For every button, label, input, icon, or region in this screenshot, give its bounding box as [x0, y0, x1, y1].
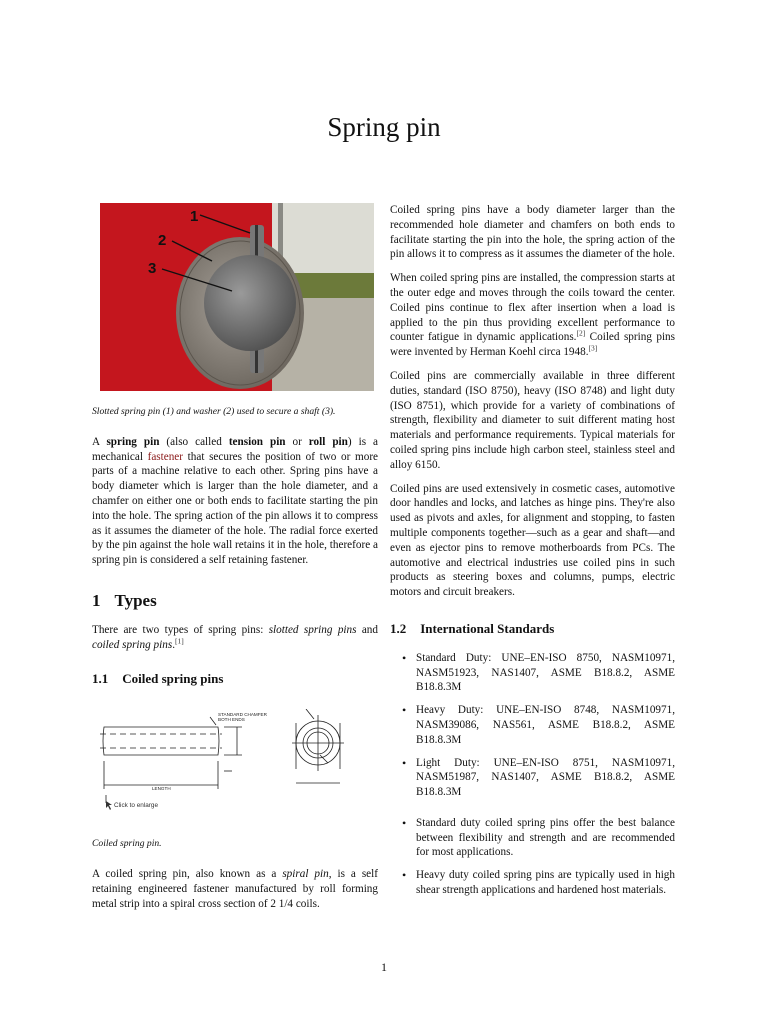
standards-list — [390, 651, 675, 800]
list-item: • Standard Duty: UNE–EN-ISO 8750, NASM10971, NASM51923, NAS1407, ASME B18.8.2, ASME B18.8.3M — [416, 651, 675, 695]
figure-caption: Slotted spring pin (1) and washer (2) used to secure a shaft (3). — [92, 406, 336, 417]
page-title: Spring pin — [327, 112, 441, 142]
term-tension-pin: tension pin — [228, 435, 286, 448]
right-paragraph-4: Coiled pins are used extensively in cosmetic cases, automotive door handles and locks, and latches as hinge pins. They're also used as pivots and axles, for alignment and stopping, to fasten multiple components together—such as a gear and shaft—and even as ejector pins to remove motherboards from PCs. The automotive and electrical industries use coiled pins in such products as steering boxes and columns, pumps, electric motors and circuit breakers. — [390, 482, 675, 599]
spring-pin-photo — [100, 203, 374, 391]
coiled-paragraph: A coiled spring pin, also known as a spiral pin, is a self retaining engineered fastener manufactured by roll forming metal strip into a spiral cross section of 2 1/4 coils. — [92, 867, 378, 910]
length-label: LENGTH — [152, 786, 171, 792]
term-roll-pin: roll pin — [308, 435, 348, 448]
photo-label-3: 3 — [148, 260, 157, 277]
subsection-heading-standards: 1.2 International Standards — [390, 620, 555, 636]
both-ends-label: BOTH ENDS — [218, 717, 245, 723]
duty-notes-list — [390, 816, 675, 898]
citation-2[interactable]: [2] — [576, 328, 586, 338]
citation-3[interactable]: [3] — [588, 343, 598, 353]
term-spring-pin: spring pin — [106, 435, 160, 448]
right-paragraph-1: Coiled spring pins have a body diameter larger than the recommended hole diameter and chamfers on both ends to facilitate starting the pin into the hole, the spring action of the pin allows it to compress as it assumes the diameter of the hole. — [390, 204, 675, 261]
list-item: • Heavy Duty: UNE–EN-ISO 8748, NASM10971, NASM39086, NAS561, ASME B18.8.2, ASME B18.8.3M — [416, 703, 675, 747]
drawing-caption: Coiled spring pin. — [92, 838, 162, 850]
click-to-enlarge-label[interactable]: Click to enlarge — [114, 802, 159, 810]
subsection-heading-coiled: 1.1 Coiled spring pins — [92, 671, 224, 687]
citation-1[interactable]: [1] — [174, 635, 184, 645]
list-item: • Light Duty: UNE–EN-ISO 8751, NASM10971, NASM51987, NAS1407, ASME B18.8.2, ASME B18.8.3M — [416, 756, 675, 800]
left-column — [92, 203, 378, 920]
cursor-icon — [106, 801, 112, 810]
right-paragraph-3: Coiled pins are commercially available in three different duties, standard (ISO 8750), heavy (ISO 8748) and light duty (ISO 8751), which provide for a variety of combinations of strength, flexibility and diameter to suit different mating host materials and performance requirements. Typical materials for coiled spring pins include high carbon steel, stainless steel and alloy 6150. — [390, 369, 675, 471]
photo-label-2: 2 — [158, 232, 167, 249]
intro-paragraph: A spring pin (also called tension pin or roll pin) is a mechanical fastener that secures the position of two or more parts of a machine relative to each other. Spring pins have a body diameter which is larger than the hole diameter, and a chamfer on either one or both ends to facilitate starting the pin into the hole. The spring action of the pin allows it to compress as it assumes the diameter of the hole. The radial force exerted by the pin against the hole wall retains it in the hole, therefore a spring pin is considered a self retaining fastener. — [92, 435, 379, 567]
right-paragraph-2: When coiled spring pins are installed, the compression starts at the outer edge and moves through the coils toward the center. Coiled pins continue to flex after insertion when a load is applied to the pin thus providing excellent performance to counter fatigue in dynamic applications.[2] Coiled spring pins were invented by Herman Koehl circa 1948.[3] — [390, 272, 676, 359]
page-number: 1 — [381, 960, 387, 974]
types-paragraph: There are two types of spring pins: slotted spring pins and coiled spring pins.[1] — [92, 623, 378, 651]
right-column — [390, 203, 675, 906]
photo-label-1: 1 — [190, 208, 199, 225]
list-item: • Heavy duty coiled spring pins are typically used in high shear strength applications and hardened host materials. — [416, 868, 675, 898]
fastener-link[interactable]: fastener — [147, 450, 183, 463]
chamfer-label: STANDARD CHAMFER — [218, 712, 267, 718]
section-heading-types: 1 Types — [92, 590, 157, 610]
coiled-pin-drawing[interactable] — [92, 709, 378, 819]
list-item: • Standard duty coiled spring pins offer the best balance between flexibility and strength and are recommended for most applications. — [416, 816, 675, 860]
